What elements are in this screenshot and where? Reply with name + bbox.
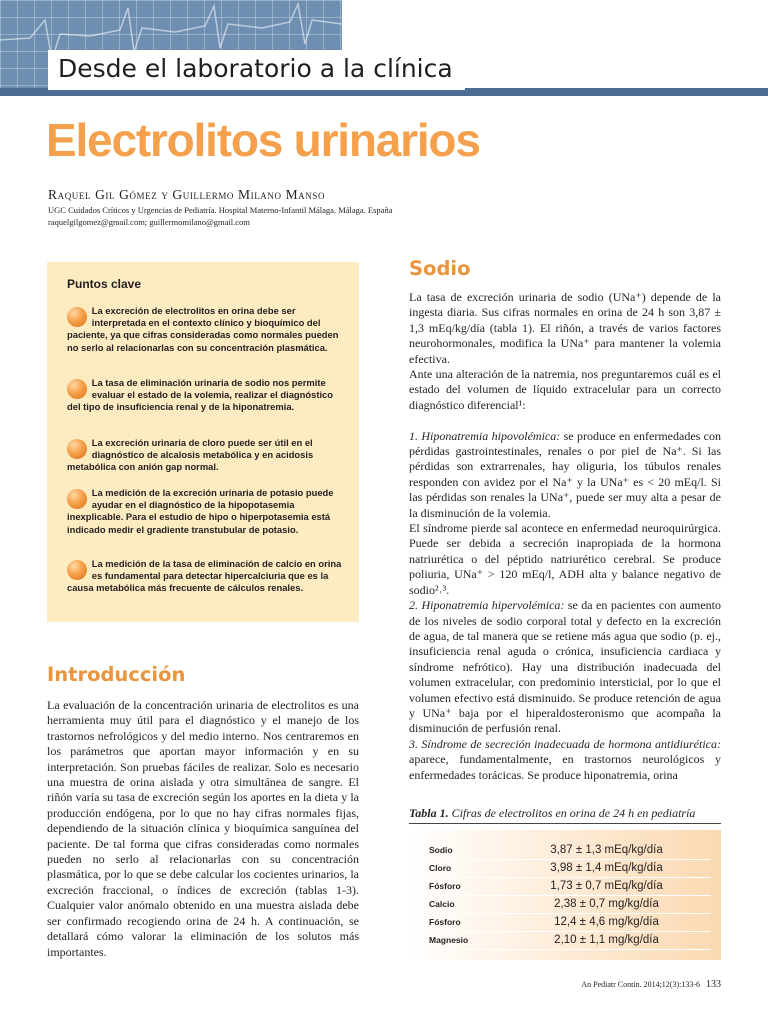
table-row xyxy=(429,896,711,914)
table-caption-text: Cifras de electrolitos en orina de 24 h en pediatría xyxy=(448,806,696,820)
table-caption-label: Tabla 1. xyxy=(409,806,449,820)
bullet-dot-icon xyxy=(67,307,87,327)
intro-heading: Introducción xyxy=(47,663,186,686)
key-point-text: La medición de la tasa de eliminación de calcio en orina es fundamental para detectar hipercalciuria que es la causa metabólica más frecuente de cálculos renales. xyxy=(67,558,342,594)
sodio-paragraph-6 xyxy=(409,737,721,783)
bullet-dot-icon xyxy=(67,489,87,509)
article-title: Electrolitos urinarios xyxy=(46,114,480,166)
key-point-item xyxy=(67,558,347,595)
key-point-text: La excreción de electrolitos en orina debe ser interpretada en el contexto clínico y bioquímico del paciente, ya que cifras consideradas como normales pueden no serlo al relacionarlas con su concentración plasmática. xyxy=(67,305,339,353)
hiponatremia-hipovolemica-label: 1. Hiponatremia hipovolémica: xyxy=(409,428,561,443)
row-electrolyte-value: 2,10 ± 1,1 mg/kg/día xyxy=(554,934,659,946)
bullet-dot-icon xyxy=(67,379,87,399)
sodio-paragraph-5 xyxy=(409,598,721,737)
electrolytes-table xyxy=(409,830,721,960)
bullet-dot-icon xyxy=(67,439,87,459)
table-row xyxy=(429,860,711,878)
hiponatremia-hipervolemica-text: se da en pacientes con aumento de los niveles de sodio corporal total y defecto en la excreción de agua, de tal manera que se retiene más agua que sodio (p. ej., insuficiencia renal aguda o crónica, insuficiencia cardiaca y síndrome nefrótico). Hay una distribución inadecuada del volumen extracelular, con predominio intersticial, por lo que el volumen efectivo está disminuido. Se produce retención de agua y UNa⁺ baja por el hiperaldosteronismo que acompaña la disminución de perfusión renal. xyxy=(409,598,721,736)
sodio-paragraph-2: Ante una alteración de la natremia, nos preguntaremos cuál es el estado del volumen de líquido extracelular para un correcto diagnóstico diferencial¹: xyxy=(409,367,721,412)
siadh-text: aparece, fundamentalmente, en trastornos neurológicos y enfermedades torácicas. Se produce hiponatremia, orina xyxy=(409,752,721,782)
table-row xyxy=(429,878,711,896)
row-electrolyte-name: Magnesio xyxy=(429,935,469,945)
section-title: Desde el laboratorio a la clínica xyxy=(48,50,465,90)
author-emails: raquelgilgomez@gmail.com; guillermomilano@gmail.com xyxy=(48,217,250,227)
bullet-dot-icon xyxy=(67,560,87,580)
key-point-text: La medición de la excreción urinaria de potasio puede ayudar en el diagnóstico de la hipopotasemia inexplicable. Para el estudio de hipo o hiperpotasemia está indicado medir el gradiente transtubular de potasio. xyxy=(67,487,334,535)
sodio-paragraph-1: La tasa de excreción urinaria de sodio (UNa⁺) depende de la ingesta diaria. Sus cifras normales en orina de 24 h son 3,87 ± 1,3 mEq/kg/día (tabla 1). El riñón, a través de varios factores neurohormonales, modifica la UNa⁺ para mantener la volemia efectiva. xyxy=(409,290,721,366)
table-row xyxy=(429,842,711,860)
table-row xyxy=(429,932,711,950)
intro-text-column xyxy=(47,698,359,960)
hiponatremia-hipovolemica-text: se produce en enfermedades con pérdidas gastrointestinales, renales o por piel de Na⁺. Si las pérdidas son extrarrenales, hay oliguria, los túbulos renales responden con avidez por el Na⁺ y la UNa⁺ es < 20 mEq/l. Si las pérdidas son renales la UNa⁺, puede ser muy alta a pesar de la disminución de la volemia. xyxy=(409,428,721,520)
row-electrolyte-name: Calcio xyxy=(429,899,455,909)
row-electrolyte-value: 3,98 ± 1,4 mEq/kg/día xyxy=(550,862,663,874)
row-electrolyte-value: 1,73 ± 0,7 mEq/kg/día xyxy=(550,880,663,892)
row-electrolyte-name: Fósforo xyxy=(429,917,461,927)
row-electrolyte-value: 2,38 ± 0,7 mg/kg/día xyxy=(554,898,659,910)
sodio-text-column xyxy=(409,290,721,783)
hiponatremia-hipervolemica-label: 2. Hiponatremia hipervolémica: xyxy=(409,598,565,613)
siadh-label: 3. Síndrome de secreción inadecuada de hormona antidiurética: xyxy=(409,736,721,751)
table-row xyxy=(429,914,711,932)
intro-paragraph: La evaluación de la concentración urinaria de electrolitos es una herramienta muy útil para el diagnóstico y el manejo de los trastornos nefrológicos y del medio interno. Nos centraremos en los parámetros que aportan mayor información y en su interpretación. Son pruebas fáciles de realizar. Solo es necesario una muestra de orina aislada y otra simultánea de sangre. El riñón varía su tasa de excreción según los aportes en la dieta y la producción endógena, por lo que no hay cifras normales fijas, dependiendo de la situación clínica y bioquímica sanguínea del paciente. De tal forma que cifras consideradas como normales pueden no serlo al relacionarlas con su concentración plasmática, por lo que se debe calcular los cocientes urinarios, la excreción fraccional, o índices de excreción (tablas 1-3). Cualquier valor anómalo obtenido en una muestra aislada debe ser confirmado recogiendo orina de 24 h. A continuación, se detallará cómo valorar la eliminación de los solutos más importantes. xyxy=(47,698,359,959)
table-caption xyxy=(409,806,721,821)
row-electrolyte-value: 3,87 ± 1,3 mEq/kg/día xyxy=(550,844,663,856)
key-point-item xyxy=(67,437,347,474)
row-electrolyte-name: Cloro xyxy=(429,863,452,873)
key-point-item xyxy=(67,305,347,354)
key-point-item xyxy=(67,377,347,414)
sodio-heading: Sodio xyxy=(409,257,471,280)
key-point-item xyxy=(67,487,347,536)
sodio-paragraph-3 xyxy=(409,429,721,521)
row-electrolyte-name: Sodio xyxy=(429,845,453,855)
key-points-title: Puntos clave xyxy=(67,277,142,291)
page-number: 133 xyxy=(706,979,721,990)
key-point-text: La excreción urinaria de cloro puede ser útil en el diagnóstico de alcalosis metabólica y en acidosis metabólica con anión gap normal. xyxy=(67,437,314,473)
table-top-rule xyxy=(409,823,721,824)
article-authors: Raquel Gil Gómez y Guillermo Milano Manso xyxy=(48,187,326,202)
page-footer xyxy=(581,979,721,990)
journal-citation: An Pediatr Contin. 2014;12(3):133-6 xyxy=(581,980,700,989)
sodio-paragraph-4: El síndrome pierde sal acontece en enfermedad neuroquirúrgica. Puede ser debida a secreción inapropiada de la hormona natriurética o del péptido natriurético cerebral. Se produce poliuria, UNa⁺ > 120 mEq/l, ADH alta y balance negativo de sodio²˒³. xyxy=(409,521,721,597)
row-electrolyte-name: Fósforo xyxy=(429,881,461,891)
key-point-text: La tasa de eliminación urinaria de sodio nos permite evaluar el estado de la volemia, realizar el diagnóstico del tipo de insuficiencia renal y de la hiponatremia. xyxy=(67,377,333,413)
article-affiliation: UGC Cuidados Críticos y Urgencias de Pediatría. Hospital Materno-Infantil Málaga. Málaga. España xyxy=(48,205,393,215)
key-points-box xyxy=(47,262,359,622)
row-electrolyte-value: 12,4 ± 4,6 mg/kg/día xyxy=(554,916,659,928)
